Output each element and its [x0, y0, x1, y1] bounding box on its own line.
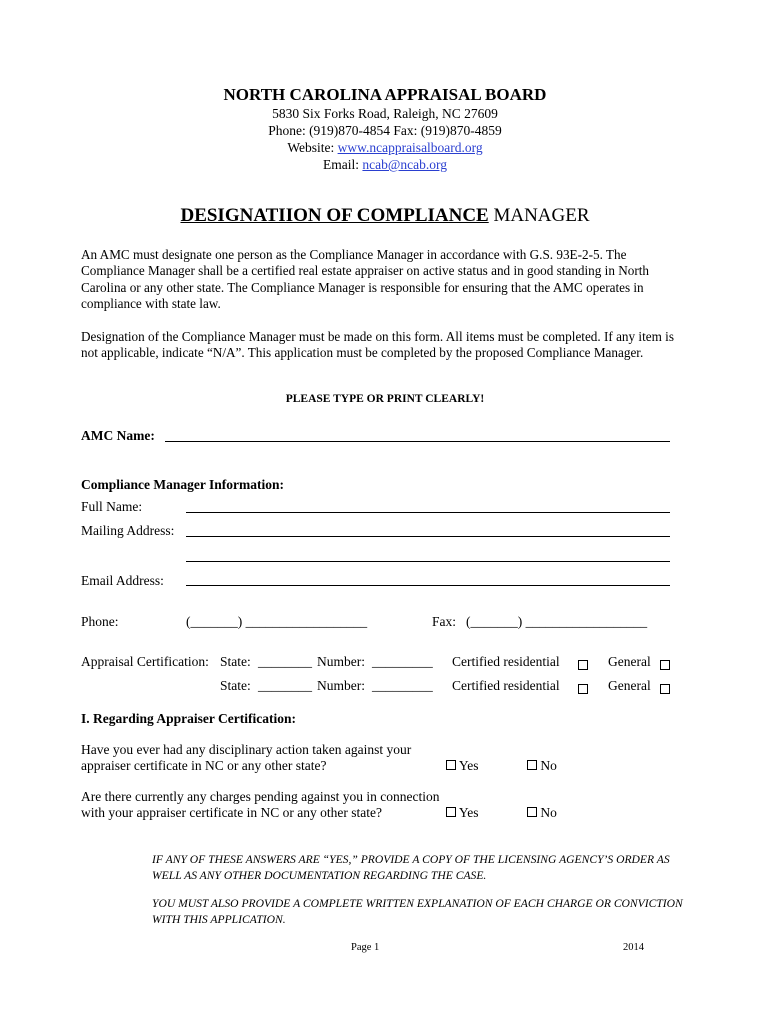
- yes-label-1: Yes: [458, 758, 479, 773]
- question-1-line-2: appraiser certificate in NC or any other state?: [81, 758, 327, 773]
- question-2-no-checkbox[interactable]: [527, 807, 537, 817]
- yes-label-2: Yes: [458, 805, 479, 820]
- section-1-heading: I. Regarding Appraiser Certification:: [81, 711, 296, 726]
- general-checkbox-2[interactable]: [660, 681, 670, 699]
- email-address-label: Email Address:: [81, 573, 164, 588]
- question-1-no[interactable]: [527, 758, 557, 774]
- email-address-input[interactable]: [186, 585, 670, 586]
- form-year: 2014: [623, 942, 644, 953]
- cm-info-heading: Compliance Manager Information:: [81, 477, 284, 492]
- org-name: NORTH CAROLINA APPRAISAL BOARD: [223, 85, 547, 104]
- page-number: Page 1: [351, 942, 380, 953]
- number-label-2: Number:: [317, 678, 365, 693]
- amc-name-input[interactable]: [165, 441, 670, 442]
- intro-paragraph-2: Designation of the Compliance Manager must be made on this form. All items must be completed. If any item is not applicable, indicate “N/A”. This application must be completed by the proposed Compliance Manager.: [81, 329, 674, 361]
- email-link[interactable]: ncab@ncab.org: [362, 157, 447, 172]
- email-label: Email:: [323, 157, 360, 172]
- fax-label: Fax:: [432, 614, 457, 629]
- print-clearly-notice: PLEASE TYPE OR PRINT CLEARLY!: [285, 393, 485, 405]
- number-input-1[interactable]: _________: [372, 654, 433, 669]
- general-label-1: General: [608, 654, 651, 669]
- certified-residential-checkbox-2[interactable]: [578, 681, 588, 699]
- question-2-yes-checkbox[interactable]: [446, 807, 456, 817]
- question-2-line-2: with your appraiser certificate in NC or any other state?: [81, 805, 383, 820]
- full-name-input[interactable]: [186, 512, 670, 513]
- mailing-address-input-1[interactable]: [186, 536, 670, 537]
- state-label-1: State:: [220, 654, 251, 669]
- certified-residential-label-2: Certified residential: [452, 678, 560, 693]
- org-website-line: [0, 140, 770, 156]
- number-input-2[interactable]: _________: [372, 678, 433, 693]
- intro-paragraph-1: An AMC must designate one person as the Compliance Manager in accordance with G.S. 93E-2-5. The Compliance Manager shall be a certified real estate appraiser on active status and in good standing in North Carolina or any other state. The Compliance Manager is responsible for ensuring that the AMC operates in compliance with state law.: [81, 247, 649, 312]
- website-link[interactable]: www.ncappraisalboard.org: [337, 140, 483, 155]
- general-checkbox-1[interactable]: [660, 657, 670, 675]
- no-label-2: No: [540, 805, 557, 820]
- form-title: [0, 205, 770, 227]
- phone-input[interactable]: (_______) __________________: [186, 614, 368, 629]
- number-label-1: Number:: [317, 654, 365, 669]
- org-phone-fax: Phone: (919)870-4854 Fax: (919)870-4859: [268, 123, 502, 138]
- amc-name-label: AMC Name:: [81, 428, 155, 443]
- website-label: Website:: [287, 140, 335, 155]
- state-input-1[interactable]: ________: [258, 654, 312, 669]
- question-2-no[interactable]: [527, 805, 557, 821]
- mailing-address-label: Mailing Address:: [81, 523, 175, 538]
- general-label-2: General: [608, 678, 651, 693]
- mailing-address-input-2[interactable]: [186, 561, 670, 562]
- certified-residential-label-1: Certified residential: [452, 654, 560, 669]
- form-title-rest: MANAGER: [488, 205, 590, 226]
- state-input-2[interactable]: ________: [258, 678, 312, 693]
- appraisal-cert-label: Appraisal Certification:: [81, 654, 209, 669]
- question-1-no-checkbox[interactable]: [527, 760, 537, 770]
- no-label-1: No: [540, 758, 557, 773]
- phone-label: Phone:: [81, 614, 119, 629]
- org-address: 5830 Six Forks Road, Raleigh, NC 27609: [272, 106, 498, 121]
- form-title-bold: DESIGNATIION OF COMPLIANCE: [180, 205, 489, 226]
- org-email-line: [0, 157, 770, 173]
- question-1-line-1: Have you ever had any disciplinary action taken against your: [81, 742, 412, 757]
- fax-input[interactable]: (_______) __________________: [466, 614, 648, 629]
- question-2-line-1: Are there currently any charges pending against you in connection: [81, 789, 440, 804]
- state-label-2: State:: [220, 678, 251, 693]
- explanation-note: YOU MUST ALSO PROVIDE A COMPLETE WRITTEN EXPLANATION OF EACH CHARGE OR CONVICTION WITH THIS APPLICATION.: [152, 897, 683, 926]
- question-1-yes-checkbox[interactable]: [446, 760, 456, 770]
- certified-residential-checkbox-1[interactable]: [578, 657, 588, 675]
- question-2-yes[interactable]: [446, 805, 479, 821]
- full-name-label: Full Name:: [81, 499, 143, 514]
- yes-answer-note: IF ANY OF THESE ANSWERS ARE “YES,” PROVIDE A COPY OF THE LICENSING AGENCY’S ORDER AS WELL AS ANY OTHER DOCUMENTATION REGARDING THE CASE.: [152, 853, 670, 882]
- question-1-yes[interactable]: [446, 758, 479, 774]
